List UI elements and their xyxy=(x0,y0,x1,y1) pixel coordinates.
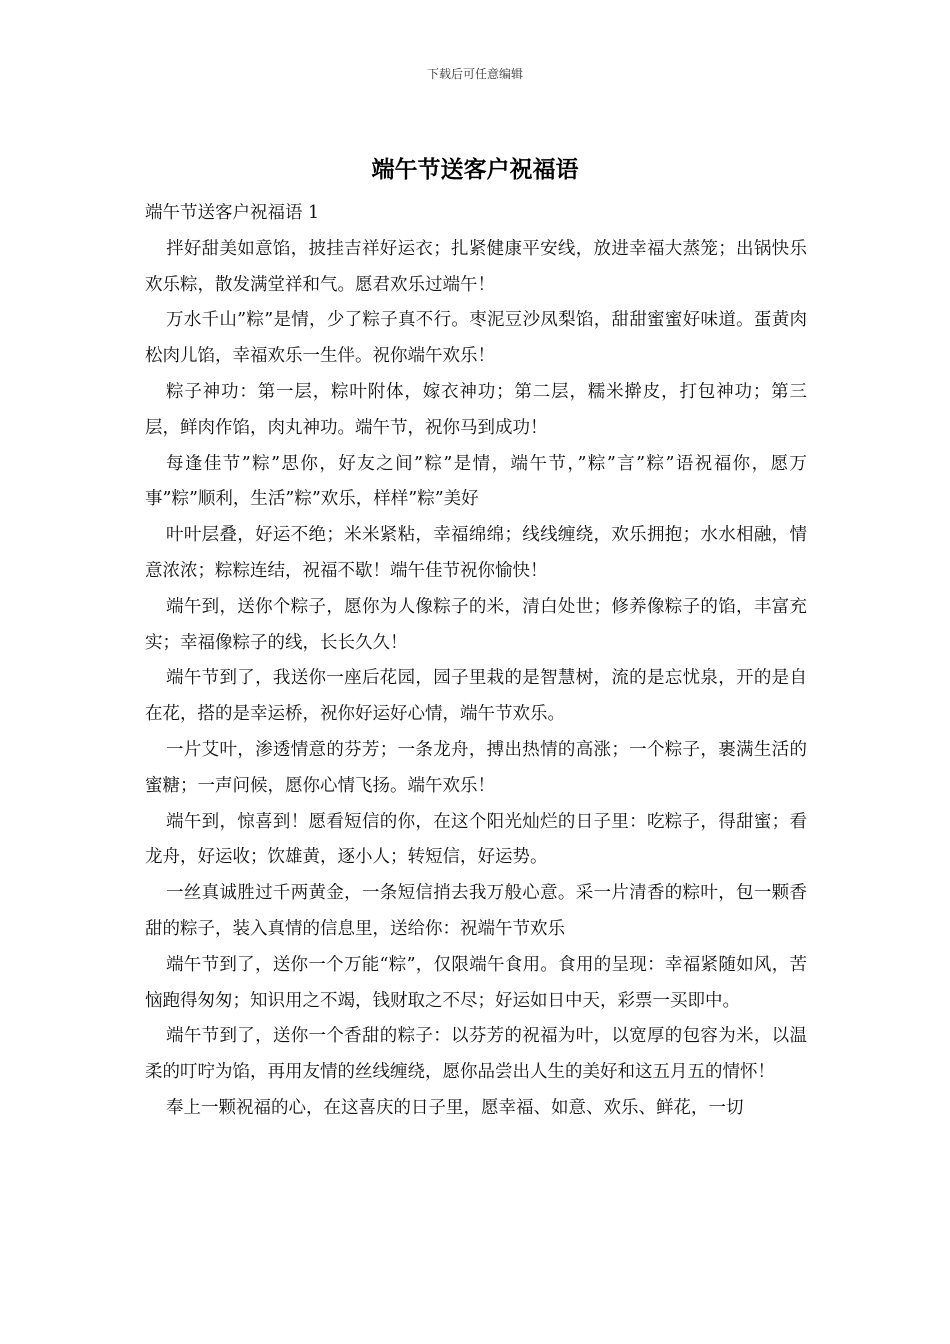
document-body xyxy=(145,196,807,1127)
document-title: 端午节送客户祝福语 xyxy=(371,156,579,183)
paragraph-1: 拌好甜美如意馅，披挂吉祥好运衣；扎紧健康平安线，放进幸福大蒸笼；出锅快乐欢乐粽，散发满堂祥和气。愿君欢乐过端午！ xyxy=(145,238,807,295)
paragraph-7: 端午节到了，我送你一座后花园，园子里栽的是智慧树，流的是忘忧泉，开的是自在花，搭的是幸运桥，祝你好运好心情，端午节欢乐。 xyxy=(145,668,807,725)
paragraph-3: 粽子神功：第一层，粽叶附体，嫁衣神功；第二层，糯米擀皮，打包神功；第三层，鲜肉作馅，肉丸神功。端午节，祝你马到成功！ xyxy=(145,381,807,438)
paragraph-5: 叶叶层叠，好运不绝；米米紧粘，幸福绵绵；线线缠绕，欢乐拥抱；水水相融，情意浓浓；粽粽连结，祝福不歇！端午佳节祝你愉快！ xyxy=(145,525,807,581)
paragraph-9: 端午到，惊喜到！愿看短信的你，在这个阳光灿烂的日子里：吃粽子，得甜蜜；看龙舟，好运收；饮雄黄，逐小人；转短信，好运势。 xyxy=(145,811,807,868)
section-subtitle: 端午节送客户祝福语 1 xyxy=(145,203,320,223)
paragraph-6: 端午到，送你个粽子，愿你为人像粽子的米，清白处世；修养像粽子的馅，丰富充实；幸福像粽子的线，长长久久！ xyxy=(145,596,807,653)
paragraph-10: 一丝真诚胜过千两黄金，一条短信捎去我万般心意。采一片清香的粽叶，包一颗香甜的粽子，装入真情的信息里，送给你：祝端午节欢乐 xyxy=(145,883,807,939)
header-note: 下载后可任意编辑 xyxy=(426,67,523,81)
paragraph-13: 奉上一颗祝福的心，在这喜庆的日子里，愿幸福、如意、欢乐、鲜花，一切 xyxy=(166,1097,744,1118)
paragraph-11: 端午节到了，送你一个万能“粽”，仅限端午食用。食用的呈现：幸福紧随如风，苦恼跑得匆匆；知识用之不竭，钱财取之不尽；好运如日中天，彩票一买即中。 xyxy=(145,954,807,1011)
paragraph-2: 万水千山”粽”是情，少了粽子真不行。枣泥豆沙凤梨馅，甜甜蜜蜜好味道。蛋黄肉松肉儿馅，幸福欢乐一生伴。祝你端午欢乐！ xyxy=(145,310,807,367)
paragraph-8: 一片艾叶，渗透情意的芬芳；一条龙舟，搏出热情的高涨；一个粽子，裹满生活的蜜糖；一声问候，愿你心情飞扬。端午欢乐！ xyxy=(145,739,807,796)
paragraph-12: 端午节到了，送你一个香甜的粽子：以芬芳的祝福为叶，以宽厚的包容为米，以温柔的叮咛为馅，再用友情的丝线缠绕，愿你品尝出人生的美好和这五月五的情怀！ xyxy=(145,1026,807,1083)
paragraph-4: 每逢佳节”粽”思你，好友之间”粽”是情，端午节，”粽”言”粽”语祝福你，愿万事”粽”顺利，生活”粽”欢乐，样样”粽”美好 xyxy=(145,453,807,510)
